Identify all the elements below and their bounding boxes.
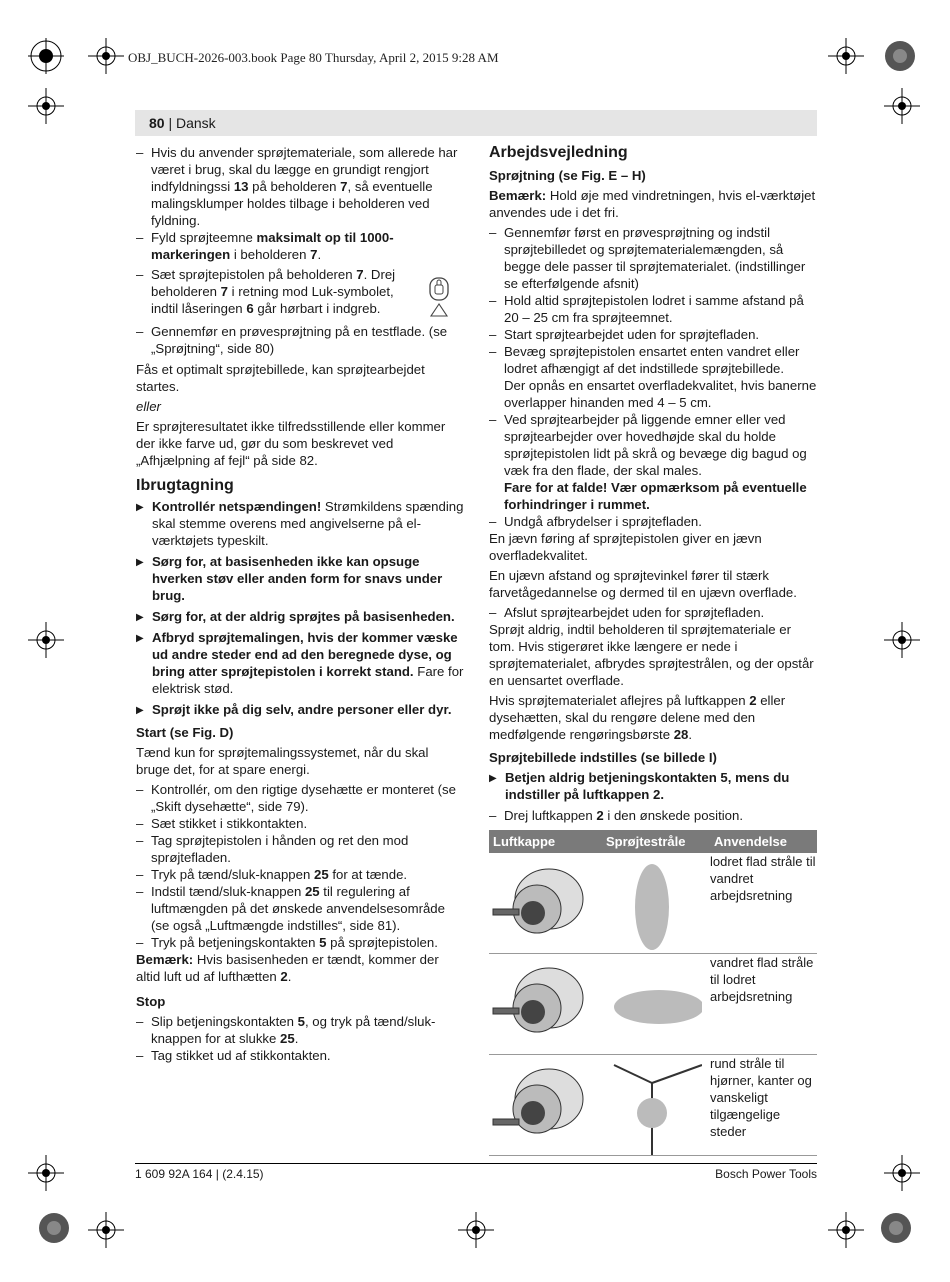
registration-mark-side-left-top bbox=[28, 88, 64, 124]
note: Bemærk: Hvis basisenheden er tændt, kommer der altid luft ud af lufthætten 2. bbox=[136, 952, 439, 984]
list-item: – Afslut sprøjtearbejdet uden for sprøjtefladen. bbox=[489, 604, 817, 621]
list-item: – Tryk på tænd/sluk-knappen 25 for at tænde. bbox=[136, 866, 464, 883]
registration-mark-side-right-top bbox=[884, 88, 920, 124]
list-item: – Sæt stikket i stikkontakten. bbox=[136, 815, 464, 832]
list-item: – Indstil tænd/sluk-knappen 25 til regulering af luftmængden på det ønskede anvendelsesområde (se også „Luftmængde indstilles“, side 81). bbox=[136, 883, 464, 934]
spray-pattern-vertical bbox=[602, 853, 710, 953]
right-column bbox=[489, 144, 817, 1156]
warning-item: ▶ Kontrollér netspændingen! Strømkildens spænding skal stemme overens med angivelserne på el-værktøjets typeskilt. bbox=[136, 498, 464, 549]
paragraph: Fås et optimalt sprøjtebillede, kan sprøjtearbejdet startes. bbox=[136, 362, 425, 394]
warning-item: ▶ Afbryd sprøjtemalingen, hvis der kommer væske ud andre steder end ad den beregnede dyse, og bring atter sprøjtepistolen i korrekt stand. Fare for elektrisk stød. bbox=[136, 629, 464, 697]
paragraph: En ujævn afstand og sprøjtevinkel fører til stærk farvetågedannelse og dermed til en ujævn overflade. bbox=[489, 568, 797, 600]
page-header bbox=[135, 110, 817, 136]
list-item: – Fyld sprøjteemne maksimalt op til 1000-markeringen i beholderen 7. bbox=[136, 229, 464, 263]
lock-symbol-icon bbox=[426, 272, 452, 324]
column-header-anvendelse: Anvendelse bbox=[710, 830, 817, 853]
registration-mark-top-center bbox=[88, 38, 124, 74]
footer-code: 1 609 92A 164 | (2.4.15) bbox=[135, 1167, 264, 1181]
list-item: – Bevæg sprøjtepistolen ensartet enten vandret eller lodret afhængigt af det indstillede sprøjtebillede. Der opnås en ensartet overfladekvalitet, hvis banerne overlapper hinanden med 4 – 5 cm. bbox=[489, 343, 817, 411]
registration-mark-side-left-bottom bbox=[28, 1155, 64, 1191]
warning-item: ▶ Sørg for, at basisenheden ikke kan opsuge hverken støv eller anden form for snavs under brug. bbox=[136, 553, 464, 604]
heading-arbejdsvejledning: Arbejdsvejledning bbox=[489, 144, 628, 161]
paragraph: En jævn føring af sprøjtepistolen giver en jævn overfladekvalitet. bbox=[489, 531, 762, 563]
list-item: – Hold altid sprøjtepistolen lodret i samme afstand på 20 – 25 cm fra sprøjteemnet. bbox=[489, 292, 817, 326]
paragraph: Tænd kun for sprøjtemalingssystemet, når du skal bruge det, for at spare energi. bbox=[136, 745, 429, 777]
heading-sprojtebillede: Sprøjtebillede indstilles (se billede I) bbox=[489, 750, 717, 765]
warning-item: ▶ Sprøjt ikke på dig selv, andre personer eller dyr. bbox=[136, 701, 464, 718]
table-row bbox=[489, 954, 817, 1055]
spray-pattern-horizontal bbox=[602, 954, 710, 1054]
list-item: – Sæt sprøjtepistolen på beholderen 7. Drej beholderen 7 i retning mod Luk-symbolet, indtil låseringen 6 går hørbart i indgreb. bbox=[136, 266, 421, 317]
list-item: – Tag sprøjtepistolen i hånden og ret den mod sprøjtefladen. bbox=[136, 832, 464, 866]
warning-item: ▶ Sørg for, at der aldrig sprøjtes på basisenheden. bbox=[136, 608, 464, 625]
registration-mark-side-left-mid bbox=[28, 622, 64, 658]
lock-instruction bbox=[136, 266, 464, 317]
registration-mark-top-right-b bbox=[882, 38, 918, 74]
air-cap-image bbox=[489, 954, 602, 1054]
footer-brand: Bosch Power Tools bbox=[715, 1167, 817, 1181]
list-item: – Tryk på betjeningskontakten 5 på sprøjtepistolen. bbox=[136, 934, 464, 951]
registration-mark-bottom-center bbox=[458, 1212, 494, 1248]
registration-mark-top-right-a bbox=[828, 38, 864, 74]
registration-mark-side-right-bottom bbox=[884, 1155, 920, 1191]
list-item: – Gennemfør først en prøvesprøjtning og indstil sprøjtebilledet og sprøjtematerialemængden, så begge dele passer til sprøjtematerialet. (indstillinger se efterfølgende afsnit) bbox=[489, 224, 817, 292]
registration-mark-top-left bbox=[28, 38, 64, 74]
registration-mark-bottom-left-a bbox=[36, 1210, 72, 1246]
list-item: – Undgå afbrydelser i sprøjtefladen. bbox=[489, 513, 817, 530]
paragraph: Er sprøjteresultatet ikke tilfredsstillende eller kommer der ikke farve ud, gør du som beskrevet ved „Afhjælpning af fejl“ på side 82. bbox=[136, 419, 446, 468]
paragraph: Sprøjt aldrig, indtil beholderen til sprøjtemateriale er tom. Hvis stigerøret ikke længere er nede i sprøjtematerialet, afbrydes sprøjtestrålen, og der opstår en uensartet overflade. bbox=[489, 622, 814, 688]
list-item: – Tag stikket ud af stikkontakten. bbox=[136, 1047, 464, 1064]
registration-mark-bottom-left-b bbox=[88, 1212, 124, 1248]
heading-start: Start (se Fig. D) bbox=[136, 725, 234, 740]
list-item: – Start sprøjtearbejdet uden for sprøjtefladen. bbox=[489, 326, 817, 343]
warning-item: ▶ Betjen aldrig betjeningskontakten 5, mens du indstiller på luftkappen 2. bbox=[489, 769, 817, 803]
usage-text: lodret flad stråle til vandret arbejdsretning bbox=[710, 853, 817, 954]
registration-mark-bottom-right-b bbox=[878, 1210, 914, 1246]
footer-rule bbox=[135, 1163, 817, 1164]
page-number: 80 bbox=[149, 115, 165, 131]
print-slug: OBJ_BUCH-2026-003.book Page 80 Thursday, April 2, 2015 9:28 AM bbox=[128, 50, 499, 65]
column-header-luftkappe: Luftkappe bbox=[489, 830, 602, 853]
list-item: – Drej luftkappen 2 i den ønskede position. bbox=[489, 807, 817, 824]
list-item: – Ved sprøjtearbejder på liggende emner eller ved sprøjtearbejder over hovedhøjde skal du holde sprøjtepistolen lidt på skrå og bevæge dig bagud og væk fra den flade, der skal males. Fare for at falde! Vær opmærksom på eventuelle forhindringer i rummet. bbox=[489, 411, 817, 513]
list-item: – Hvis du anvender sprøjtemateriale, som allerede har været i brug, skal du lægge en grundigt rengjort indfyldningssi 13 på beholderen 7, så eventuelle malingsklumper holdes tilbage i beholderen ved fyldning. bbox=[136, 144, 464, 229]
air-cap-image bbox=[489, 853, 602, 953]
paragraph-eller: eller bbox=[136, 399, 161, 414]
usage-text: rund stråle til hjørner, kanter og vanskeligt tilgængelige steder bbox=[710, 1055, 817, 1156]
header-separator: | bbox=[168, 115, 173, 131]
list-item: – Slip betjeningskontakten 5, og tryk på tænd/sluk-knappen for at slukke 25. bbox=[136, 1013, 464, 1047]
list-item: – Gennemfør en prøvesprøjtning på en testflade. (se „Sprøjtning“, side 80) bbox=[136, 323, 464, 357]
left-column bbox=[136, 144, 464, 1064]
table-row bbox=[489, 853, 817, 954]
usage-text: vandret flad stråle til lodret arbejdsretning bbox=[710, 954, 817, 1055]
column-header-sprojtestraale: Sprøjtestråle bbox=[602, 830, 710, 853]
table-row bbox=[489, 1055, 817, 1156]
heading-stop: Stop bbox=[136, 994, 166, 1009]
spray-pattern-round bbox=[602, 1055, 710, 1155]
heading-sprojtning: Sprøjtning (se Fig. E – H) bbox=[489, 168, 646, 183]
heading-ibrugtagning: Ibrugtagning bbox=[136, 477, 234, 494]
spray-pattern-table bbox=[489, 830, 817, 1156]
note: Bemærk: Hold øje med vindretningen, hvis el-værktøjet anvendes ude i det fri. bbox=[489, 188, 816, 220]
list-item: – Kontrollér, om den rigtige dysehætte er monteret (se „Skift dysehætte“, side 79). bbox=[136, 781, 464, 815]
header-language: Dansk bbox=[176, 115, 216, 131]
registration-mark-side-right-mid bbox=[884, 622, 920, 658]
registration-mark-bottom-right-a bbox=[828, 1212, 864, 1248]
air-cap-image bbox=[489, 1055, 602, 1155]
paragraph: Hvis sprøjtematerialet aflejres på luftkappen 2 eller dysehætten, skal du rengøre delene med den medfølgende rengøringsbørste 28. bbox=[489, 693, 786, 742]
